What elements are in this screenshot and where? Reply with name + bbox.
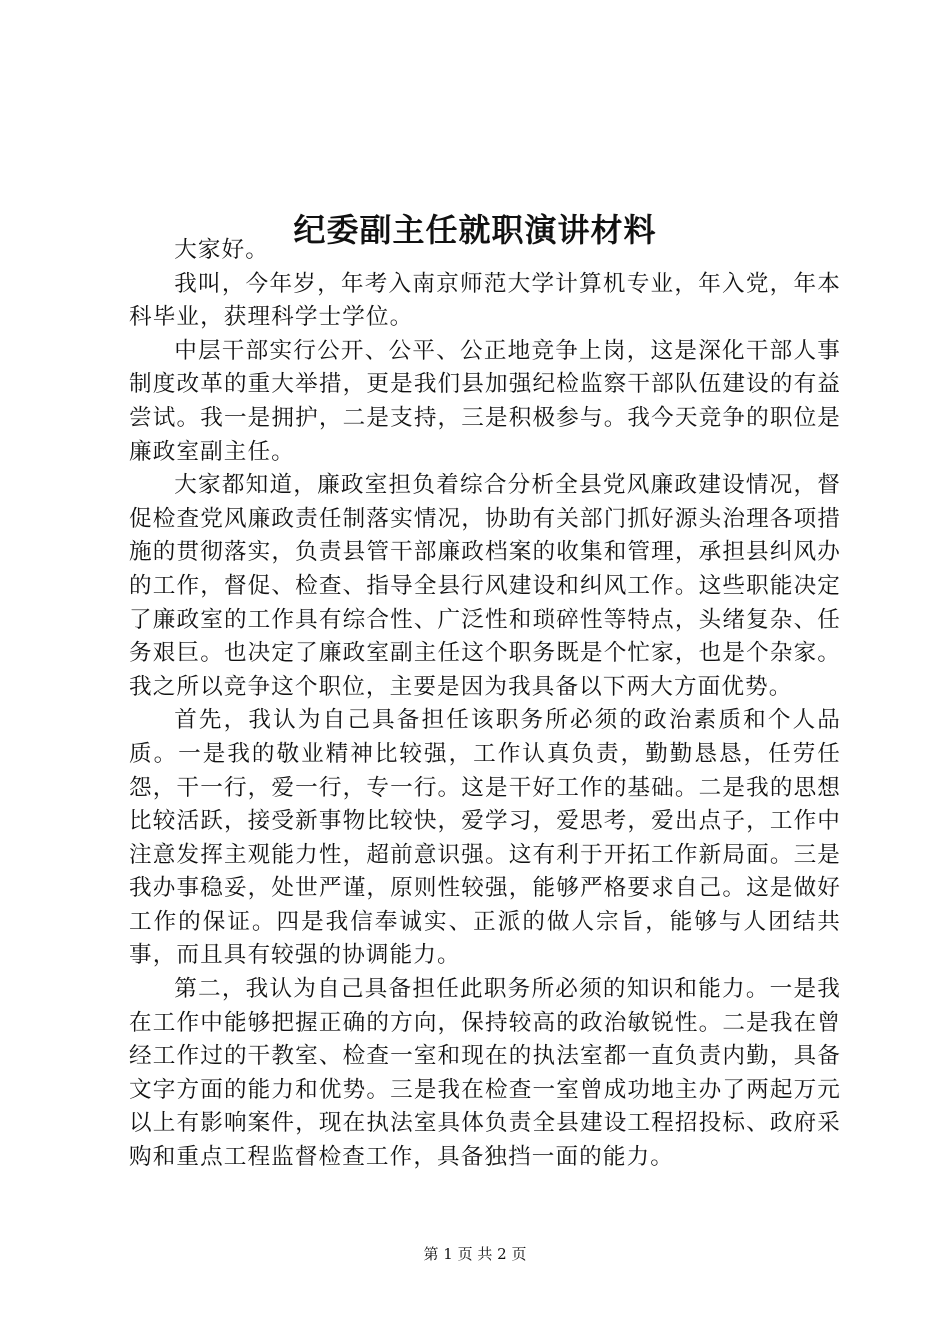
paragraph-competition: 中层干部实行公开、公平、公正地竞争上岗，这是深化干部人事制度改革的重大举措，更是我们县加强纪检监察干部队伍建设的有益尝试。我一是拥护，二是支持，三是积极参与。我今天竞争的职位是廉政室副主任。 (129, 337, 841, 465)
paragraph-introduction: 我叫，今年岁，年考入南京师范大学计算机专业，年入党，年本科毕业，获理科学士学位。 (129, 270, 841, 331)
document-body (129, 234, 841, 1175)
paragraph-greeting: 大家好。 (174, 237, 269, 263)
paragraph-office-duties: 大家都知道，廉政室担负着综合分析全县党风廉政建设情况，督促检查党风廉政责任制落实情况，协助有关部门抓好源头治理各项措施的贯彻落实，负责县管干部廉政档案的收集和管理，承担县纠风办的工作，督促、检查、指导全县行风建设和纠风工作。这些职能决定了廉政室的工作具有综合性、广泛性和琐碎性等特点，头绪复杂、任务艰巨。也决定了廉政室副主任这个职务既是个忙家，也是个杂家。我之所以竞争这个职位，主要是因为我具备以下两大方面优势。 (129, 472, 841, 700)
document-title: 纪委副主任就职演讲材料 (293, 211, 657, 250)
paragraph-first-advantage: 首先，我认为自己具备担任该职务所必须的政治素质和个人品质。一是我的敬业精神比较强，工作认真负责，勤勤恳恳，任劳任怨，干一行，爱一行，专一行。这是干好工作的基础。二是我的思想比较活跃，接受新事物比较快，爱学习，爱思考，爱出点子，工作中注意发挥主观能力性，超前意识强。这有利于开拓工作新局面。三是我办事稳妥，处世严谨，原则性较强，能够严格要求自己。这是做好工作的保证。四是我信奉诚实、正派的做人宗旨，能够与人团结共事，而且具有较强的协调能力。 (129, 707, 841, 969)
page-footer: 第 1 页 共 2 页 (423, 1245, 527, 1263)
paragraph-second-advantage: 第二，我认为自己具备担任此职务所必须的知识和能力。一是我在工作中能够把握正确的方向，保持较高的政治敏锐性。二是我在曾经工作过的干教室、检查一室和现在的执法室都一直负责内勤，具备文字方面的能力和优势。三是我在检查一室曾成功地主办了两起万元以上有影响案件，现在执法室具体负责全县建设工程招投标、政府采购和重点工程监督检查工作，具备独挡一面的能力。 (129, 976, 841, 1171)
